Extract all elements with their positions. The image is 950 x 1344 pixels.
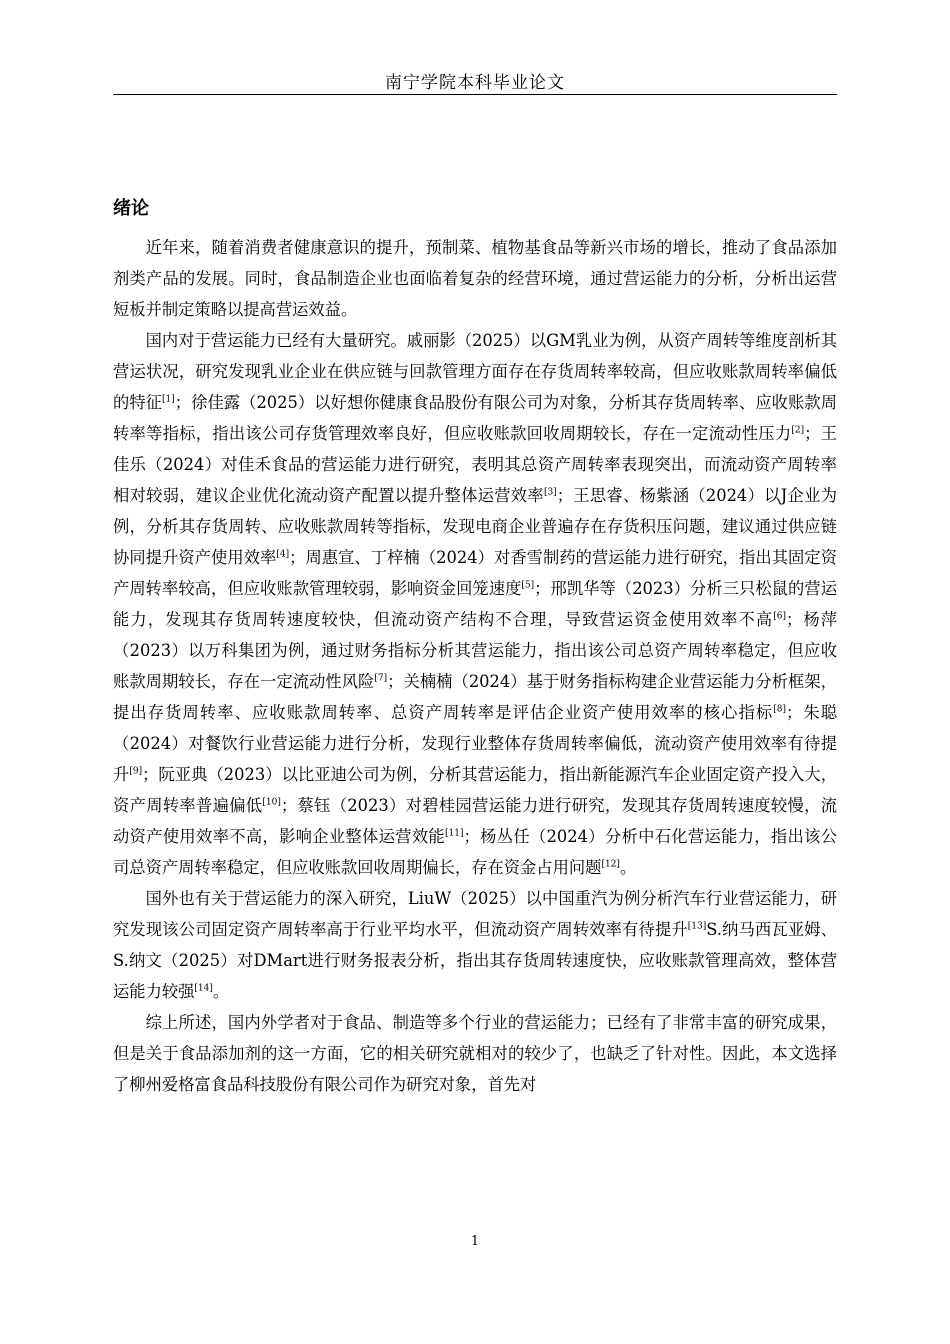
body-text (113, 232, 837, 1100)
citation-marker: [2] (791, 425, 805, 436)
paragraph-text: ；邢凯华等（2023）分析三只松鼠的营运能力，发现其存货周转速度较快，但流动资产结构不合理，导致营运资金使用效率不高 (113, 579, 837, 629)
paragraph-text: ；蔡钰（2023）对碧桂园营运能力进行研究，发现其存货周转速度较慢，流动资产使用效率不高，影响企业整体运营效能 (113, 796, 837, 846)
page-number: 1 (470, 1234, 480, 1249)
running-header: 南宁学院本科毕业论文 (385, 73, 565, 93)
paragraph-text: 。 (619, 858, 637, 877)
citation-marker: [3] (543, 487, 557, 498)
paragraph-text: 近年来，随着消费者健康意识的提升，预制菜、植物基食品等新兴市场的增长，推动了食品添加剂类产品的发展。同时，食品制造企业也面临着复杂的经营环境，通过营运能力的分析，分析出运营短板并制定策略以提高营运效益。 (113, 238, 837, 319)
paragraph-text: 。 (212, 982, 230, 1001)
citation-marker: [13] (687, 921, 707, 932)
paragraph-text: ；王思睿、杨紫涵（2024）以J企业为例，分析其存货周转、应收账款周转等指标，发现电商企业普遍存在存货积压问题，建议通过供应链协同提升资产使用效率 (113, 486, 837, 567)
citation-marker: [4] (276, 549, 290, 560)
citation-marker: [1] (162, 394, 175, 405)
citation-marker: [11] (445, 828, 464, 839)
section-heading: 绪论 (113, 198, 149, 219)
paragraph-text: ；阮亚典（2023）以比亚迪公司为例，分析其营运能力，指出新能源汽车企业固定资产投入大，资产周转率普遍偏低 (113, 765, 837, 815)
citation-marker: [12] (601, 859, 620, 870)
citation-marker: [9] (129, 766, 143, 777)
citation-marker: [5] (521, 580, 535, 591)
paragraph-text: 国外也有关于营运能力的深入研究，LiuW（2025）以中国重汽为例分析汽车行业营运能力，研究发现该公司固定资产周转率高于行业平均水平，但流动资产周转效率有待提升 (113, 889, 837, 939)
paragraph-text: ；朱聪（2024）对餐饮行业营运能力进行分析，发现行业整体存货周转率偏低，流动资产使用效率有待提升 (113, 703, 837, 784)
paragraph (113, 325, 837, 883)
paragraph-text: ；关楠楠（2024）基于财务指标构建企业营运能力分析框架，提出存货周转率、应收账款周转率、总资产周转率是评估企业资产使用效率的核心指标 (113, 672, 837, 722)
citation-marker: [6] (773, 611, 786, 622)
citation-marker: [10] (262, 797, 281, 808)
paragraph-text: ；周惠宣、丁梓楠（2024）对香雪制药的营运能力进行研究，指出其固定资产周转率较高，但应收账款管理较弱，影响资金回笼速度 (113, 548, 837, 598)
paragraph (113, 1007, 837, 1100)
paragraph-text: ；杨萍（2023）以万科集团为例，通过财务指标分析其营运能力，指出该公司总资产周转率稳定，但应收账款周期较长，存在一定流动性风险 (113, 610, 837, 691)
paragraph-text: ；王佳乐（2024）对佳禾食品的营运能力进行研究，表明其总资产周转率表现突出，而流动资产周转率相对较弱，建议企业优化流动资产配置以提升整体运营效率 (113, 424, 837, 505)
paragraph-text: ；徐佳露（2025）以好想你健康食品股份有限公司为对象，分析其存货周转率、应收账款周转率等指标，指出该公司存货管理效率良好，但应收账款回收周期较长，存在一定流动性压力 (113, 393, 837, 443)
header-rule (113, 94, 837, 95)
paragraph (113, 883, 837, 1007)
paragraph-text: S.纳马西瓦亚姆、S.纳文（2025）对DMart进行财务报表分析，指出其存货周转速度快，应收账款管理高效，整体营运能力较强 (113, 920, 837, 1001)
citation-marker: [7] (374, 673, 388, 684)
paragraph-text: 综上所述，国内外学者对于食品、制造等多个行业的营运能力；已经有了非常丰富的研究成果，但是关于食品添加剂的这一方面，它的相关研究就相对的较少了，也缺乏了针对性。因此，本文选择了柳州爱格富食品科技股份有限公司作为研究对象，首先对 (113, 1013, 837, 1094)
citation-marker: [8] (773, 704, 786, 715)
paragraph (113, 232, 837, 325)
paragraph-text: 国内对于营运能力已经有大量研究。戚丽影（2025）以GM乳业为例，从资产周转等维度剖析其营运状况，研究发现乳业企业在供应链与回款管理方面存在存货周转率较高，但应收账款周转率偏低的特征 (113, 331, 837, 412)
paragraph-text: ；杨丛任（2024）分析中石化营运能力，指出该公司总资产周转率稳定，但应收账款回收周期偏长，存在资金占用问题 (113, 827, 837, 877)
citation-marker: [14] (194, 983, 213, 994)
